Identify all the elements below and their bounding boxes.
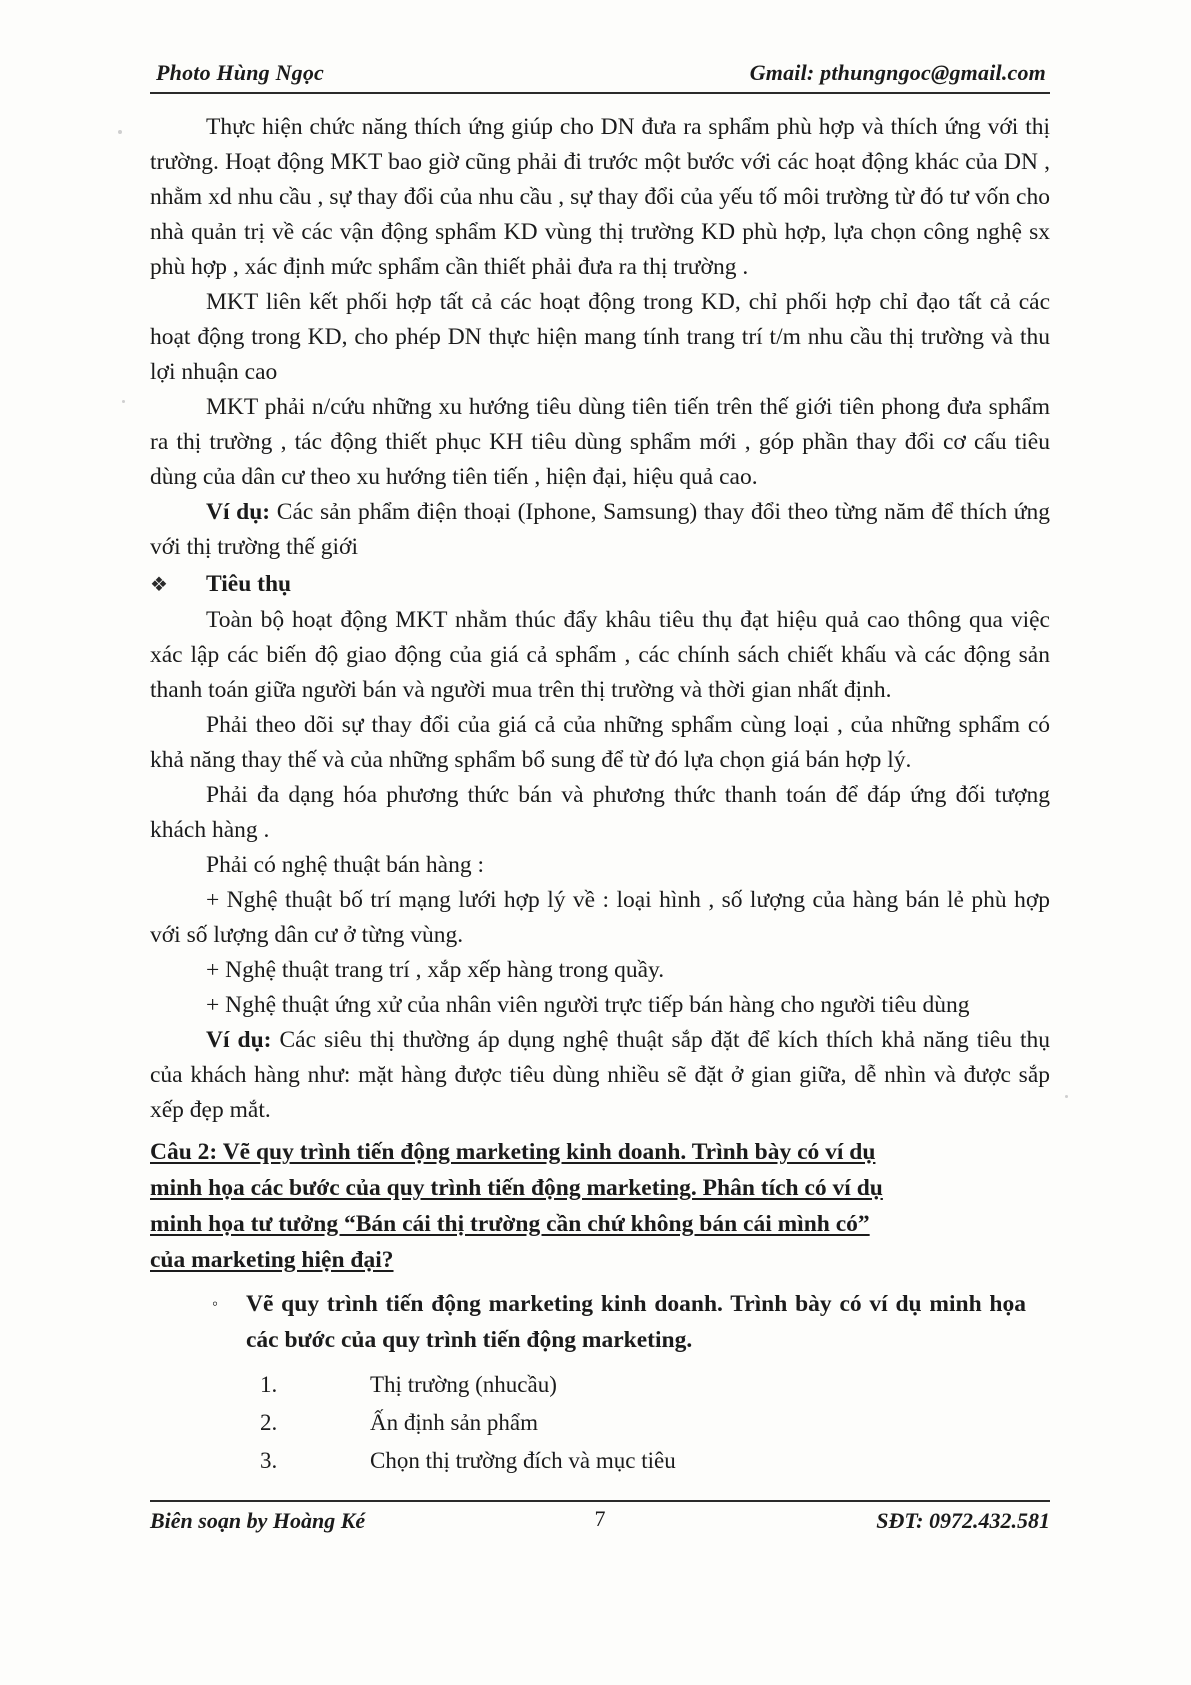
paragraph-3: MKT phải n/cứu những xu hướng tiêu dùng tiên tiến trên thế giới tiên phong đưa sphẩm ra thị trường , tác động thiết phục KH tiêu dùng sphẩm mới , góp phần thay đổi cơ cấu tiêu dùng của dân cư theo xu hướng tiên tiến , hiện đại, hiệu quả cao. bbox=[150, 394, 1050, 490]
page-number: 7 bbox=[594, 1506, 606, 1531]
footer-left-text: Biên soạn by Hoàng Ké bbox=[150, 1508, 366, 1533]
paragraph-7: Phải có nghệ thuật bán hàng : bbox=[206, 852, 485, 878]
example-1-text: Các sản phẩm điện thoại (Iphone, Samsung) thay đổi theo từng năm để thích ứng với thị trường thế giới bbox=[150, 499, 1050, 560]
page-footer bbox=[150, 1500, 1050, 1534]
question-line-4: của marketing hiện đại? bbox=[150, 1247, 394, 1273]
paragraph-1: Thực hiện chức năng thích ứng giúp cho DN đưa ra sphẩm phù hợp và thích ứng với thị trường. Hoạt động MKT bao giờ cũng phải đi trước một bước với các hoạt động khác của DN , nhằm xd nhu cầu , sự thay đổi của nhu cầu , sự thay đổi của yếu tố môi trường từ đó tư vốn cho nhà quản trị về các vận động sphẩm KD vùng thị trường KD phù hợp, lựa chọn công nghệ sx phù hợp , xác định mức sphẩm cần thiết phải đưa ra thị trường . bbox=[150, 114, 1050, 280]
paragraph-6: Phải đa dạng hóa phương thức bán và phương thức thanh toán để đáp ứng đối tượng khách hàng . bbox=[150, 782, 1050, 843]
bullet-tieu-thu bbox=[150, 567, 1050, 603]
list-item-text: Chọn thị trường đích và mục tiêu bbox=[370, 1448, 676, 1473]
list-item-number: 2. bbox=[260, 1410, 278, 1435]
list-item bbox=[260, 1404, 1050, 1442]
footer-phone: SĐT: 0972.432.581 bbox=[876, 1508, 1050, 1533]
paragraph-4: Toàn bộ hoạt động MKT nhằm thúc đẩy khâu tiêu thụ đạt hiệu quả cao thông qua việc xác lập các biến độ giao động của giá cả sphẩm , các chính sách chiết khấu và các động sản thanh toán giữa người bán và người mua trên thị trường và thời gian nhất định. bbox=[150, 607, 1050, 703]
list-item-number: 1. bbox=[260, 1372, 278, 1397]
example-1-label: Ví dụ: bbox=[206, 499, 271, 525]
paragraph-9: + Nghệ thuật trang trí , xắp xếp hàng trong quầy. bbox=[206, 957, 665, 983]
scan-speck bbox=[122, 400, 125, 403]
list-item-text: Thị trường (nhucầu) bbox=[370, 1372, 557, 1397]
sub-bullet-item bbox=[150, 1286, 1050, 1358]
header-right-email: Gmail: pthungngoc@gmail.com bbox=[749, 60, 1046, 85]
example-2-label: Ví dụ: bbox=[206, 1027, 272, 1053]
paragraph-8: + Nghệ thuật bố trí mạng lưới hợp lý về : loại hình , số lượng của hàng bán lẻ phù hợp với số lượng dân cư ở từng vùng. bbox=[150, 887, 1050, 948]
paragraph-10: + Nghệ thuật ứng xử của nhân viên người trực tiếp bán hàng cho người tiêu dùng bbox=[206, 992, 970, 1018]
question-line-3: minh họa tư tưởng “Bán cái thị trường cần chứ không bán cái mình có” bbox=[150, 1211, 870, 1237]
page-content bbox=[150, 60, 1050, 1480]
bullet-tieu-thu-label: Tiêu thụ bbox=[206, 571, 292, 597]
header-left-text: Photo Hùng Ngọc bbox=[156, 60, 325, 85]
sub-bullet-text: Vẽ quy trình tiến động marketing kinh doanh. Trình bày có ví dụ minh họa các bước của quy trình tiến động marketing. bbox=[246, 1291, 1026, 1353]
paragraph-2: MKT liên kết phối hợp tất cả các hoạt động trong KD, chỉ phối hợp chỉ đạo tất cả các hoạt động trong KD, cho phép DN thực hiện mang tính trang trí t/m nhu cầu thị trường và thu lợi nhuận cao bbox=[150, 289, 1050, 385]
list-item bbox=[260, 1366, 1050, 1404]
example-2 bbox=[150, 1023, 1050, 1128]
document-body bbox=[150, 110, 1050, 1128]
question-line-2: minh họa các bước của quy trình tiến động marketing. Phân tích có ví dụ bbox=[150, 1175, 883, 1201]
example-2-text: Các siêu thị thường áp dụng nghệ thuật sắp đặt để kích thích khả năng tiêu thụ của khách hàng như: mặt hàng được tiêu dùng nhiều sẽ đặt ở gian giữa, dễ nhìn và được sắp xếp đẹp mắt. bbox=[150, 1027, 1050, 1123]
question-heading bbox=[150, 1134, 1050, 1278]
question-line-1: Câu 2: Vẽ quy trình tiến động marketing kinh doanh. Trình bày có ví dụ bbox=[150, 1139, 876, 1165]
list-item bbox=[260, 1442, 1050, 1480]
scan-speck bbox=[118, 130, 122, 134]
page-header bbox=[150, 60, 1050, 94]
numbered-list bbox=[150, 1366, 1050, 1480]
list-item-number: 3. bbox=[260, 1448, 278, 1473]
example-1 bbox=[150, 495, 1050, 565]
diamond-bullet-icon: ❖ bbox=[150, 574, 168, 596]
paragraph-5: Phải theo dõi sự thay đổi của giá cả của những sphẩm cùng loại , của những sphẩm có khả năng thay thế và của những sphẩm bổ sung để từ đó lựa chọn giá bán hợp lý. bbox=[150, 712, 1050, 773]
scan-speck bbox=[1065, 1095, 1068, 1098]
circle-bullet-icon: ◦ bbox=[212, 1294, 219, 1313]
list-item-text: Ấn định sản phẩm bbox=[370, 1410, 539, 1435]
